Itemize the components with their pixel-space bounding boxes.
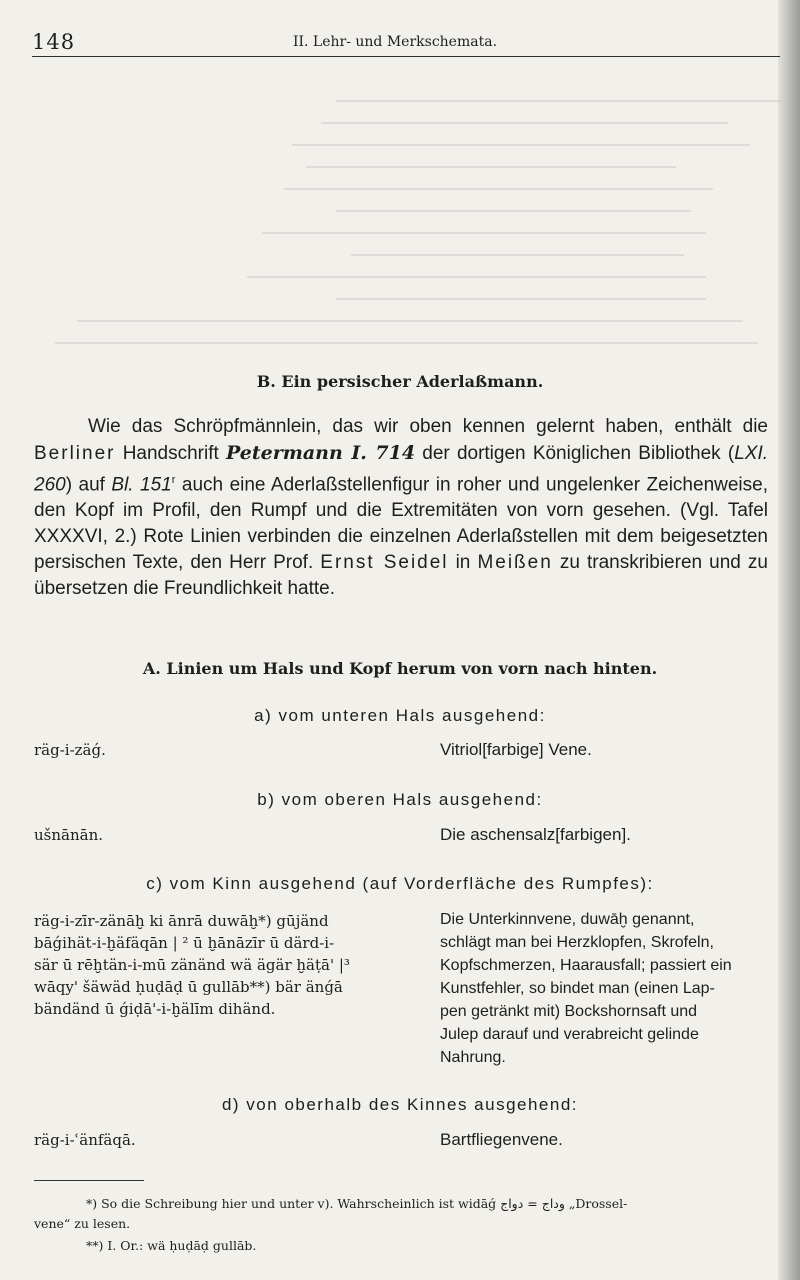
intro-folio: Bl. 151 xyxy=(111,474,172,496)
footnote-1 xyxy=(34,1194,774,1214)
section-heading: B. Ein persischer Aderlaßmann. xyxy=(256,372,544,391)
entry-c-translation-line: pen getränkt mit) Bockshornsaft und xyxy=(440,1003,698,1020)
intro-paragraph xyxy=(34,414,768,602)
intro-text-4: ) auf xyxy=(65,474,112,496)
entry-a-term: räg-i-zäǵ. xyxy=(34,741,106,759)
manuscript-reference: Petermann I. 714 xyxy=(226,442,416,464)
footnote-2: **) I. Or.: wä ḥuḍāḍ gullāb. xyxy=(86,1238,257,1253)
bleed-through-background xyxy=(40,80,780,380)
entry-b-translation: Die aschensalz[farbigen]. xyxy=(440,825,631,844)
entry-a-label: a) vom unteren Hals ausgehend: xyxy=(254,706,546,725)
intro-text-5: auch eine Aderlaßstellenfigur in roher und ungelenker Zeichenweise, den Kopf im Profil, den Rumpf und die Extremitäten von vorn gesehen. (Vgl. Tafel XXXXVI, 2.) Rote Linien verbinden die einzelnen Aderlaßstellen mit dem beigesetzten persischen Texte, den Herr Prof. xyxy=(34,474,768,574)
page-number: 148 xyxy=(32,30,76,54)
entry-c-term-line: bändänd ū ǵiḍā'-i-ḫälīm dihänd. xyxy=(34,1000,276,1018)
entry-d-term: räg-i-ʿänfäqā. xyxy=(34,1131,136,1149)
entry-c-translation-line: Die Unterkinnvene, duwāḫ genannt, xyxy=(440,911,695,928)
intro-text-1: Wie das Schröpfmännlein, das wir oben kennen gelernt haben, enthält die xyxy=(88,416,768,437)
running-title: II. Lehr- und Merkschemata. xyxy=(292,34,498,50)
footnote-rule xyxy=(34,1180,144,1181)
footnote-1-continuation: vene“ zu lesen. xyxy=(34,1216,131,1231)
entry-c-translation-line: Kopfschmerzen, Haarausfall; passiert ein xyxy=(440,957,732,974)
header-rule xyxy=(32,56,780,57)
intro-folio-sup: r xyxy=(171,474,176,486)
page-edge-shadow xyxy=(778,0,800,1280)
intro-text-6: in xyxy=(448,552,478,574)
footnote-1-text: *) So die Schreibung hier und unter v). Wahrscheinlich ist widāǵ xyxy=(86,1196,497,1211)
footnote-1-arabic-2: دواج xyxy=(500,1196,524,1211)
intro-text-3: der dortigen Königlichen Bibliothek ( xyxy=(415,443,735,464)
entry-c-translation-line: Kunstfehler, so bindet man (einen Lap- xyxy=(440,980,715,997)
subsection-heading: A. Linien um Hals und Kopf herum von vorn nach hinten. xyxy=(142,659,658,678)
entry-c-term-block xyxy=(34,910,394,1020)
entry-c-translation-line: schlägt man bei Herzklopfen, Skrofeln, xyxy=(440,934,714,951)
entry-d-translation: Bartfliegenvene. xyxy=(440,1130,563,1149)
intro-berliner: Berliner xyxy=(34,443,116,464)
entry-c-term-line: sär ū rēḫtän-i-mū zänänd wä ägär ḫäṭā' |³ xyxy=(34,956,350,974)
entry-b-term: ušnānān. xyxy=(34,826,103,844)
entry-d-label: d) von oberhalb des Kinnes ausgehend: xyxy=(221,1095,579,1114)
footnote-1-equals: = xyxy=(527,1196,538,1211)
footnote-1-text-2: „Drossel- xyxy=(568,1196,628,1211)
entry-c-translation-block xyxy=(440,908,770,1069)
entry-b-label: b) vom oberen Hals ausgehend: xyxy=(257,790,543,809)
entry-c-translation-line: Nahrung. xyxy=(440,1049,506,1066)
intro-seidel: Ernst Seidel xyxy=(320,552,449,574)
footnote-1-arabic-1: وداج xyxy=(541,1196,565,1211)
intro-lxi: LXI. 260 xyxy=(34,443,769,496)
entry-a-translation: Vitriol[farbige] Vene. xyxy=(440,740,592,759)
entry-c-term-line: wāqy' šäwäd ḥuḍāḍ ū gullāb**) bär änǵā xyxy=(34,978,343,996)
intro-meissen: Meißen xyxy=(477,552,553,574)
entry-c-term-line: räg-i-zīr-zänāḫ ki ānrā duwāḫ*) gūjänd xyxy=(34,912,329,930)
intro-text-7: zu transkribieren und zu übersetzen die Freundlichkeit hatte. xyxy=(34,552,768,600)
entry-c-term-line: bāǵihät-i-ḫäfäqān | ² ū ḫānāzīr ū därd-i- xyxy=(34,934,335,952)
intro-text-2: Handschrift xyxy=(115,443,227,464)
entry-c-label: c) vom Kinn ausgehend (auf Vorderfläche des Rumpfes): xyxy=(146,874,654,893)
entry-c-translation-line: Julep darauf und verabreicht gelinde xyxy=(440,1026,699,1043)
